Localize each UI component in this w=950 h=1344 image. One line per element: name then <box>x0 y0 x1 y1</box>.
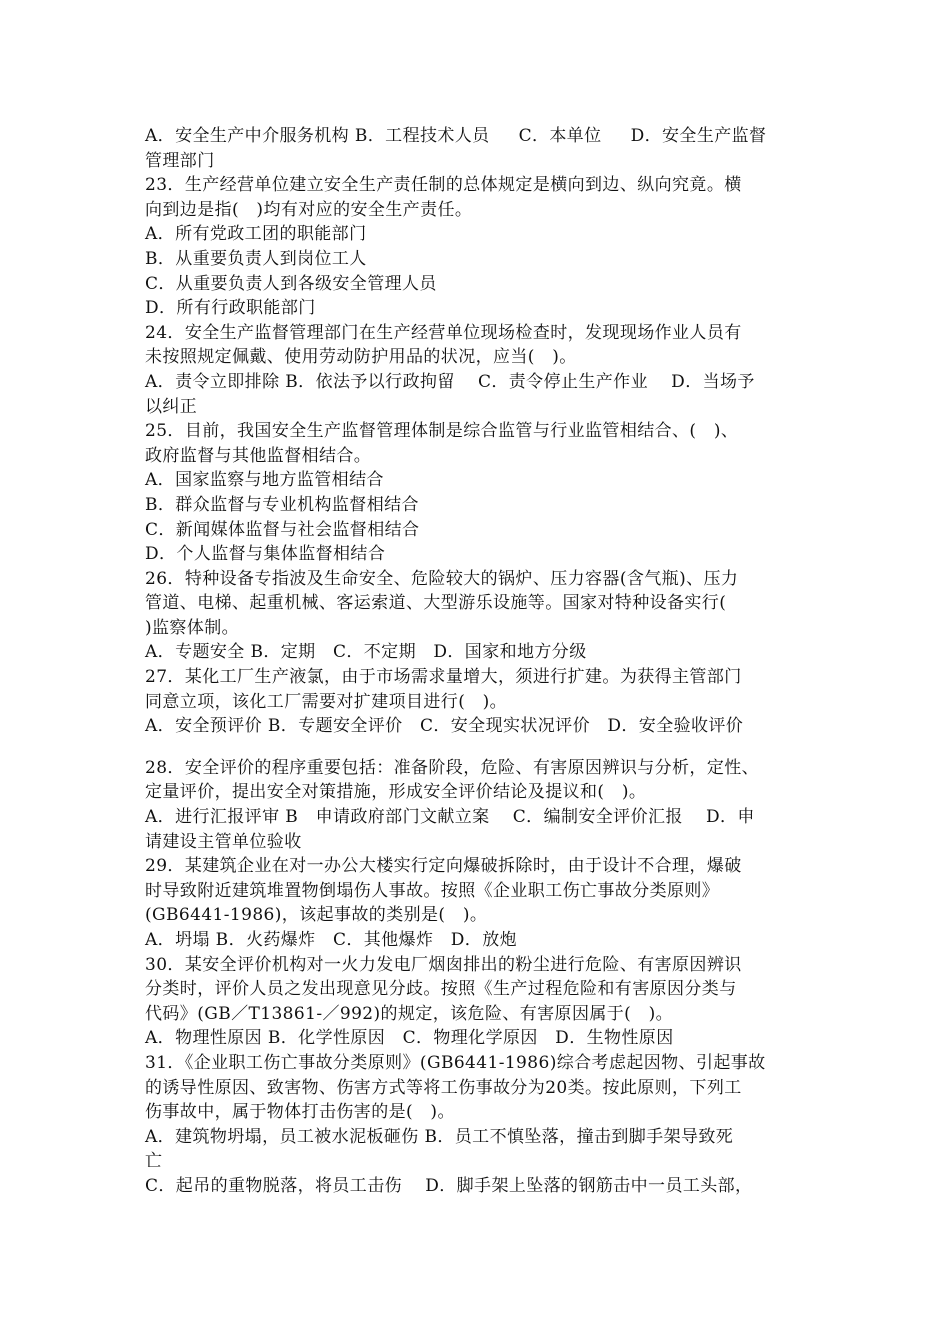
text-line: 定量评价，提出安全对策措施，形成安全评价结论及提议和( )。 <box>145 782 647 803</box>
option-d: D．所有行政职能部门 <box>145 298 316 319</box>
text-line: )监察体制。 <box>145 617 240 638</box>
options-line: A．专题安全 B．定期 C．不定期 D．国家和地方分级 <box>145 642 587 663</box>
option-c: C．新闻媒体监督与社会监督相结合 <box>145 519 420 540</box>
question-26: 26．特种设备专指波及生命安全、危险较大的锅炉、压力容器(含气瓶)、压力 <box>145 568 739 589</box>
question-24: 24．安全生产监督管理部门在生产经营单位现场检查时，发现现场作业人员有 <box>145 322 742 343</box>
question-25: 25．目前，我国安全生产监督管理体制是综合监管与行业监管相结合、( )、 <box>145 421 739 442</box>
blank-line <box>145 739 825 756</box>
text-line: 管道、电梯、起重机械、客运索道、大型游乐设施等。国家对特种设备实行( <box>145 593 727 614</box>
text-line: 未按照规定佩戴、使用劳动防护用品的状况，应当( )。 <box>145 347 577 368</box>
question-28: 28．安全评价的程序重要包括：准备阶段，危险、有害原因辨识与分析，定性、 <box>145 757 760 778</box>
options-line: C．起吊的重物脱落，将员工击伤 D．脚手架上坠落的钢筋击中一员工头部， <box>145 1175 753 1196</box>
question-23: 23．生产经营单位建立安全生产责任制的总体规定是横向到边、纵向究竟。横 <box>145 175 742 196</box>
question-30: 30．某安全评价机构对一火力发电厂烟囱排出的粉尘进行危险、有害原因辨识 <box>145 954 742 975</box>
text-line: 请建设主管单位验收 <box>145 831 302 852</box>
question-31: 31．《企业职工伤亡事故分类原则》(GB6441-1986)综合考虑起因物、引起事故 <box>145 1052 766 1073</box>
option-d: D．个人监督与集体监督相结合 <box>145 544 386 565</box>
text-line: 同意立项，该化工厂需要对扩建项目进行( )。 <box>145 691 508 712</box>
text-line: 亡 <box>145 1151 163 1172</box>
text-line: 的诱导性原因、致害物、伤害方式等将工伤事故分为20类。按此原则，下列工 <box>145 1077 742 1098</box>
text-line: 向到边是指( )均有对应的安全生产责任。 <box>145 199 473 220</box>
text-line: 管理部门 <box>145 150 215 171</box>
option-b: B．群众监督与专业机构监督相结合 <box>145 494 419 515</box>
text-line: 代码》(GB／T13861-／992)的规定，该危险、有害原因属于( )。 <box>145 1003 674 1024</box>
text-line: A．安全生产中介服务机构 B．工程技术人员 C．本单位 D．安全生产监督 <box>145 126 767 146</box>
options-line: A．进行汇报评审 B 申请政府部门文献立案 C．编制安全评价汇报 D．申 <box>145 807 755 828</box>
option-a: A．国家监察与地方监管相结合 <box>145 470 384 491</box>
document-page <box>145 124 825 1199</box>
option-c: C．从重要负责人到各级安全管理人员 <box>145 273 437 294</box>
question-27: 27．某化工厂生产液氯，由于市场需求量增大，须进行扩建。为获得主管部门 <box>145 667 742 688</box>
text-line: 伤事故中，属于物体打击伤害的是( )。 <box>145 1102 455 1123</box>
option-b: B．从重要负责人到岗位工人 <box>145 248 367 269</box>
text-line: 分类时，评价人员之发出现意见分歧。按照《生产过程危险和有害原因分类与 <box>145 979 737 1000</box>
options-line: A．建筑物坍塌，员工被水泥板砸伤 B．员工不慎坠落，撞击到脚手架导致死 <box>145 1126 734 1147</box>
text-line: 政府监督与其他监督相结合。 <box>145 445 372 466</box>
options-line: A．坍塌 B．火药爆炸 C．其他爆炸 D．放炮 <box>145 930 518 950</box>
text-line: 时导致附近建筑堆置物倒塌伤人事故。按照《企业职工伤亡事故分类原则》 <box>145 880 720 901</box>
text-line: 以纠正 <box>145 396 198 417</box>
options-line: A．责令立即排除 B．依法予以行政拘留 C．责令停止生产作业 D．当场予 <box>145 371 755 392</box>
options-line: A．安全预评价 B．专题安全评价 C．安全现实状况评价 D．安全验收评价 <box>145 716 744 737</box>
options-line: A．物理性原因 B．化学性原因 C．物理化学原因 D．生物性原因 <box>145 1028 674 1049</box>
option-a: A．所有党政工团的职能部门 <box>145 224 367 245</box>
text-line: (GB6441-1986)，该起事故的类别是( )。 <box>145 905 488 926</box>
question-29: 29．某建筑企业在对一办公大楼实行定向爆破拆除时，由于设计不合理，爆破 <box>145 856 742 877</box>
